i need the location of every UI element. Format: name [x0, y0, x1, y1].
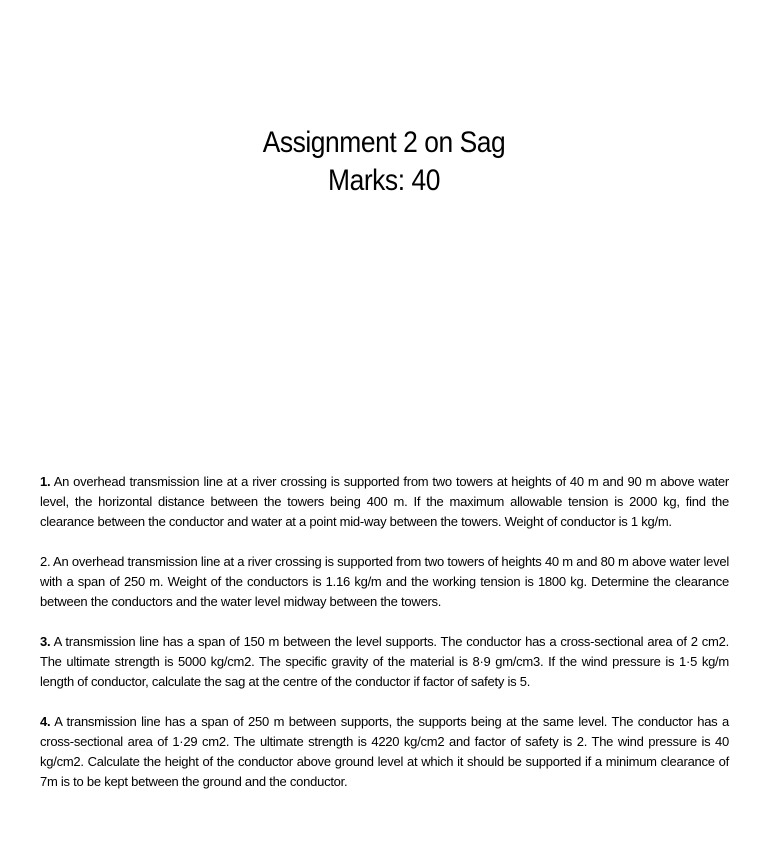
question-number: 1. — [40, 474, 51, 489]
assignment-title: Assignment 2 on Sag — [262, 126, 506, 159]
marks-label: Marks: 40 — [328, 164, 440, 197]
question-text: A transmission line has a span of 150 m between the level supports. The conductor has a cross-sectional area of 2 cm2. The ultimate strength is 5000 kg/cm2. The specific gravity of the material is 8·9 gm/cm3. If the wind pressure is 1·5 kg/m length of conductor, calculate the sag at the centre of the conductor if factor of safety is 5. — [40, 634, 729, 689]
question-text: A transmission line has a span of 250 m between supports, the supports being at the same level. The conductor has a cross-sectional area of 1·29 cm2. The ultimate strength is 4220 kg/cm2 and factor of safety is 2. The wind pressure is 40 kg/cm2. Calculate the height of the conductor above ground level at which it should be supported if a minimum clearance of 7m is to be kept between the ground and the conductor. — [40, 714, 729, 789]
question-2 — [40, 552, 729, 612]
question-4 — [40, 712, 729, 792]
question-list — [40, 472, 729, 812]
question-1 — [40, 472, 729, 532]
document-header — [0, 124, 768, 200]
question-text: An overhead transmission line at a river crossing is supported from two towers of heights 40 m and 80 m above water level with a span of 250 m. Weight of the conductors is 1.16 kg/m and the working tension is 1800 kg. Determine the clearance between the conductors and the water level midway between the towers. — [40, 554, 729, 609]
question-3 — [40, 632, 729, 692]
question-number: 2. — [40, 554, 51, 569]
question-text: An overhead transmission line at a river crossing is supported from two towers at heights of 40 m and 90 m above water level, the horizontal distance between the towers being 400 m. If the maximum allowable tension is 2000 kg, find the clearance between the conductor and water at a point mid-way between the towers. Weight of conductor is 1 kg/m. — [40, 474, 729, 529]
question-number: 3. — [40, 634, 51, 649]
question-number: 4. — [40, 714, 51, 729]
